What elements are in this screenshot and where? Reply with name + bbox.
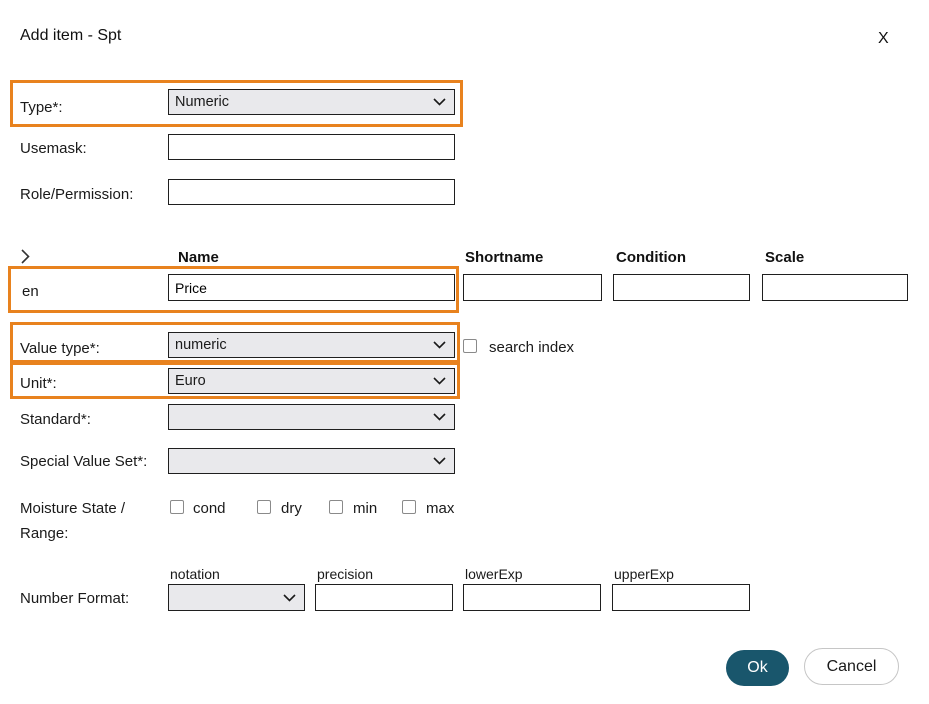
shortname-input[interactable] (463, 274, 602, 301)
search-index-label: search index (489, 339, 575, 356)
unit-select-value: Euro (175, 373, 206, 389)
moisture-max-checkbox[interactable] (402, 500, 416, 514)
lowerexp-input[interactable] (463, 584, 601, 611)
column-header-shortname: Shortname (465, 249, 544, 266)
moisture-cond-checkbox[interactable] (170, 500, 184, 514)
scale-input[interactable] (762, 274, 908, 301)
role-permission-label: Role/Permission: (20, 186, 134, 203)
special-value-set-label: Special Value Set*: (20, 453, 148, 470)
usemask-input[interactable] (168, 134, 455, 160)
type-select[interactable] (168, 89, 455, 115)
close-button[interactable]: X (878, 30, 889, 47)
number-format-label: Number Format: (20, 590, 130, 607)
standard-select[interactable] (168, 404, 455, 430)
precision-label: precision (317, 566, 374, 582)
moisture-label-line1: Moisture State / (20, 500, 126, 517)
chevron-down-icon (433, 341, 446, 349)
value-type-select-value: numeric (175, 337, 227, 353)
lowerexp-label: lowerExp (465, 566, 523, 582)
notation-label: notation (170, 566, 220, 582)
unit-select[interactable] (168, 368, 455, 394)
usemask-label: Usemask: (20, 140, 87, 157)
moisture-max-label: max (426, 500, 455, 517)
upperexp-label: upperExp (614, 566, 674, 582)
notation-select[interactable] (168, 584, 305, 611)
cancel-button[interactable]: Cancel (804, 648, 899, 685)
column-header-scale: Scale (765, 249, 805, 266)
column-header-condition: Condition (616, 249, 686, 266)
moisture-label-line2: Range: (20, 525, 69, 542)
column-header-name: Name (178, 249, 219, 266)
value-type-label: Value type*: (20, 340, 100, 357)
upperexp-input[interactable] (612, 584, 750, 611)
role-permission-input[interactable] (168, 179, 455, 205)
chevron-down-icon (433, 98, 446, 106)
language-label: en (22, 283, 39, 300)
value-type-select[interactable] (168, 332, 455, 358)
name-input[interactable] (168, 274, 455, 301)
dialog-title: Add item - Spt (20, 27, 122, 44)
special-value-set-select[interactable] (168, 448, 455, 474)
chevron-down-icon (433, 377, 446, 385)
moisture-cond-label: cond (193, 500, 226, 517)
condition-input[interactable] (613, 274, 750, 301)
chevron-down-icon (433, 457, 446, 465)
chevron-down-icon (433, 413, 446, 421)
expand-chevron-icon[interactable] (21, 249, 30, 264)
unit-label: Unit*: (20, 375, 57, 392)
moisture-min-label: min (353, 500, 378, 517)
chevron-down-icon (283, 594, 296, 602)
precision-input[interactable] (315, 584, 453, 611)
type-label: Type*: (20, 99, 63, 116)
standard-label: Standard*: (20, 411, 91, 428)
moisture-dry-label: dry (281, 500, 302, 517)
type-select-value: Numeric (175, 94, 229, 110)
search-index-checkbox[interactable] (463, 339, 477, 353)
moisture-dry-checkbox[interactable] (257, 500, 271, 514)
ok-button[interactable]: Ok (726, 650, 789, 686)
moisture-min-checkbox[interactable] (329, 500, 343, 514)
